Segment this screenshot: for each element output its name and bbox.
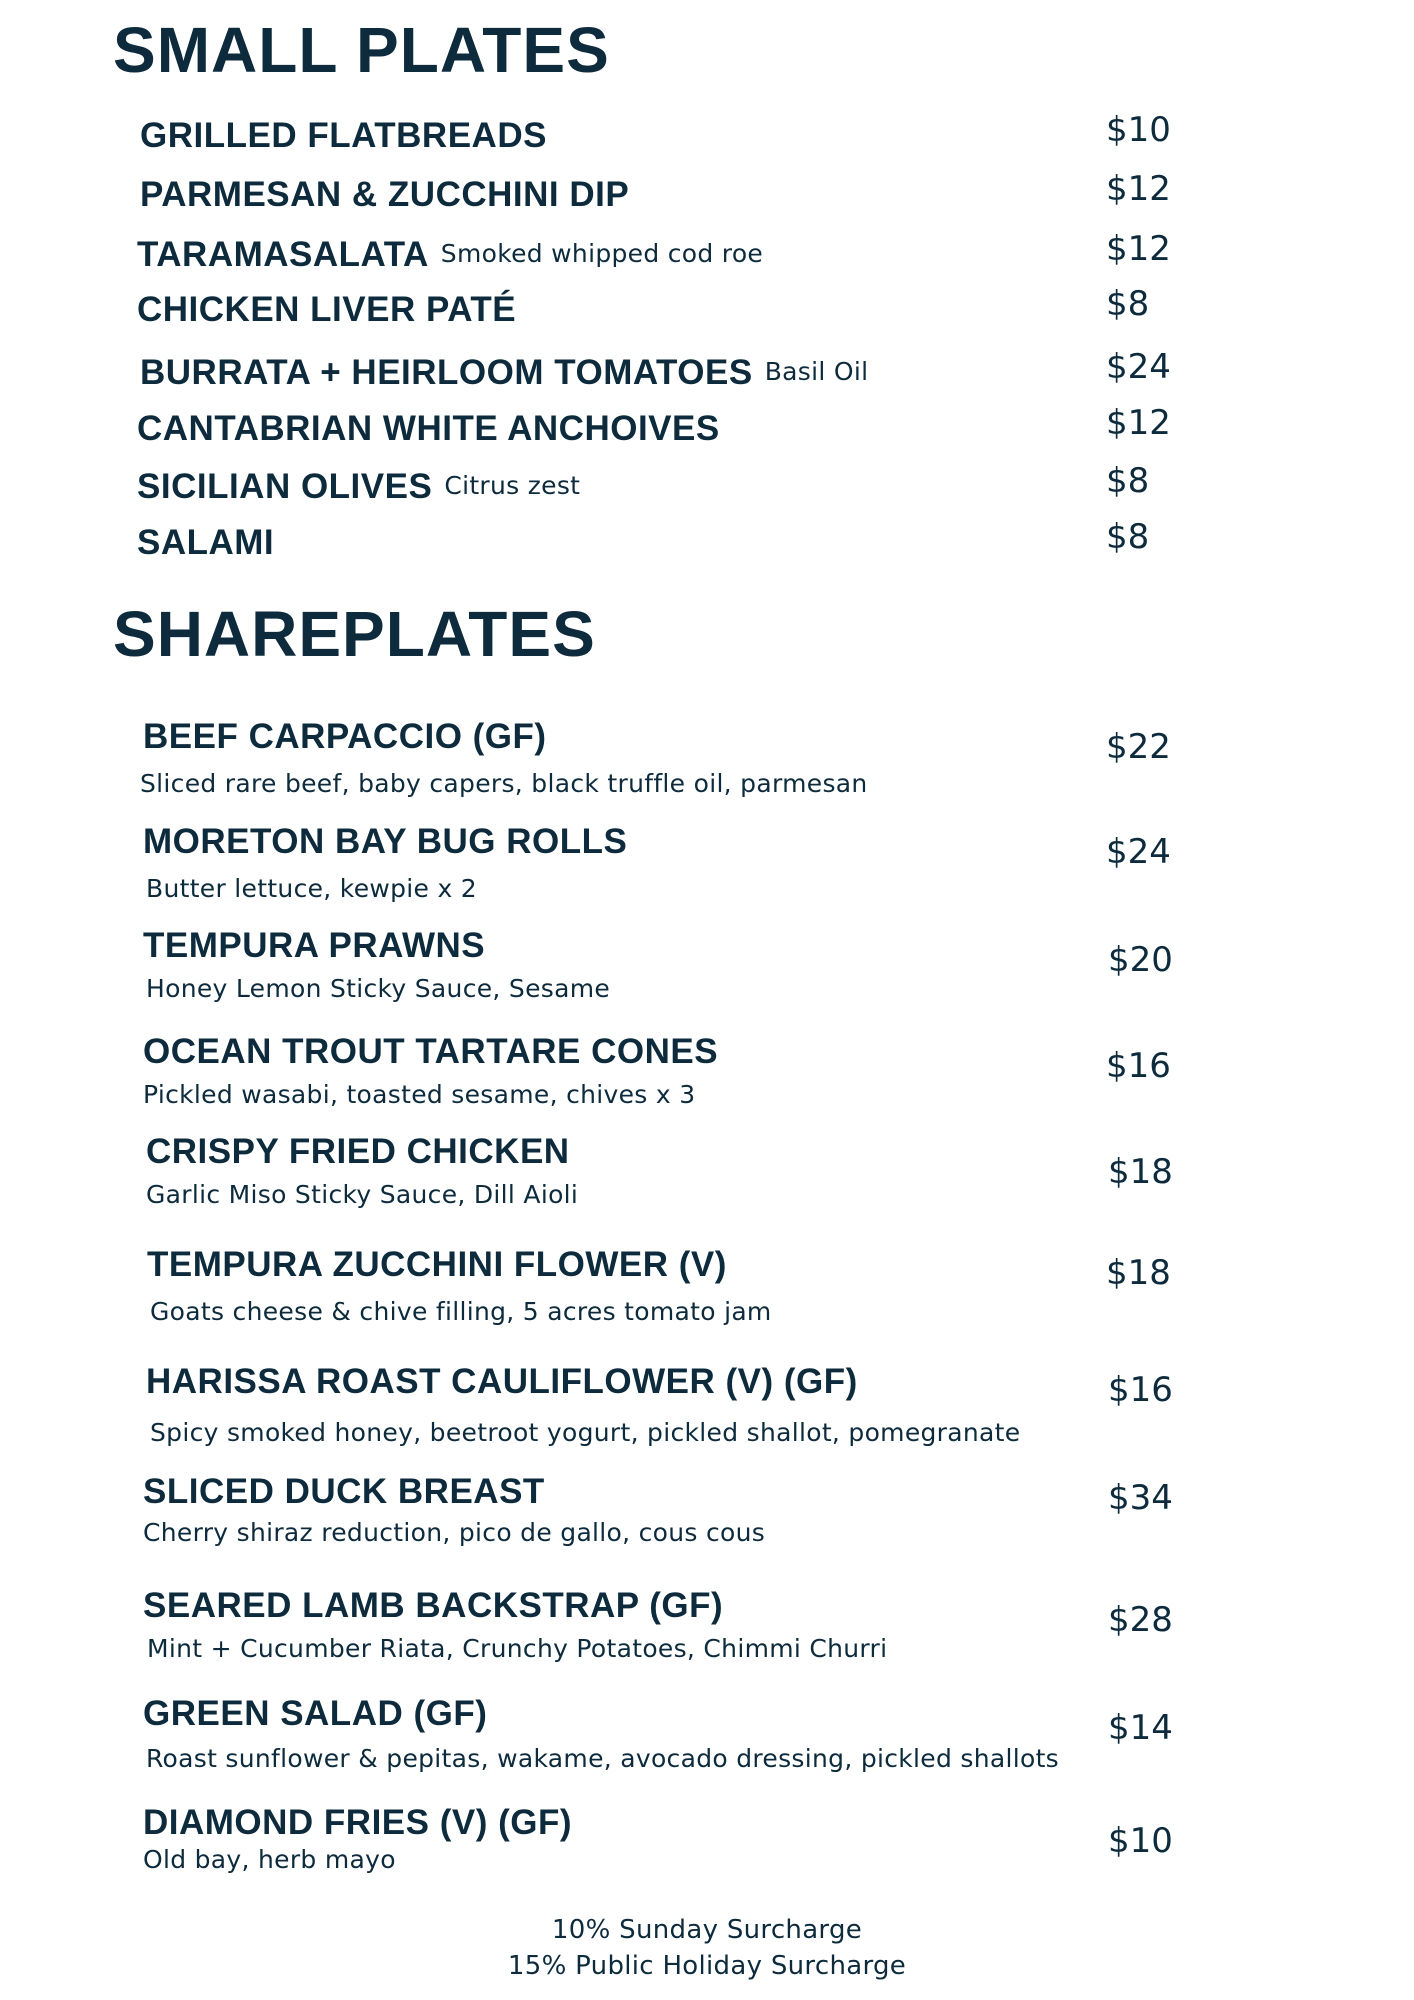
menu-item: [0, 1032, 1414, 1132]
item-name: SICILIAN OLIVES Citrus zest: [137, 467, 581, 506]
item-name: MORETON BAY BUG ROLLS: [143, 822, 628, 861]
item-description: Honey Lemon Sticky Sauce, Sesame: [146, 974, 611, 1003]
item-description: Butter lettuce, kewpie x 2: [146, 874, 478, 903]
item-description: Cherry shiraz reduction, pico de gallo, cous cous: [143, 1518, 766, 1547]
item-price: $10: [1108, 1821, 1173, 1861]
menu-item: [0, 1694, 1414, 1794]
menu-item: [0, 227, 1414, 277]
surcharge-notice: [0, 1912, 1414, 1984]
item-price: $8: [1106, 284, 1150, 324]
item-name: SEARED LAMB BACKSTRAP (GF): [143, 1586, 724, 1625]
item-description: Pickled wasabi, toasted sesame, chives x 3: [143, 1080, 696, 1109]
item-price: $10: [1106, 110, 1171, 150]
menu-item: [0, 1472, 1414, 1572]
menu-item: [0, 459, 1414, 509]
item-price: $16: [1108, 1370, 1173, 1410]
public-holiday-surcharge: 15% Public Holiday Surcharge: [507, 1951, 907, 1981]
menu-item: [0, 345, 1414, 395]
item-name: DIAMOND FRIES (V) (GF): [143, 1803, 573, 1842]
item-name: HARISSA ROAST CAULIFLOWER (V) (GF): [146, 1362, 858, 1401]
item-price: $12: [1106, 229, 1171, 269]
item-price: $12: [1106, 169, 1171, 209]
item-name: GREEN SALAD (GF): [143, 1694, 488, 1733]
menu-item: [0, 926, 1414, 1026]
small-plates-heading: SMALL PLATES: [113, 14, 610, 86]
menu-item: [0, 1586, 1414, 1686]
item-name: PARMESAN & ZUCCHINI DIP: [140, 175, 630, 214]
menu-item: [0, 401, 1414, 451]
item-price: $28: [1108, 1600, 1173, 1640]
item-name: TARAMASALATA Smoked whipped cod roe: [137, 235, 764, 274]
item-description: Sliced rare beef, baby capers, black truffle oil, parmesan: [140, 769, 868, 798]
item-name: CHICKEN LIVER PATÉ: [137, 290, 517, 329]
item-description: Roast sunflower & pepitas, wakame, avocado dressing, pickled shallots: [146, 1744, 1059, 1773]
item-price: $20: [1108, 940, 1173, 980]
shareplates-heading: SHAREPLATES: [113, 598, 596, 670]
item-name: CANTABRIAN WHITE ANCHOIVES: [137, 409, 720, 448]
item-price: $18: [1108, 1152, 1173, 1192]
item-name: BEEF CARPACCIO (GF): [143, 717, 547, 756]
menu-item: [0, 1362, 1414, 1462]
menu-item: [0, 515, 1414, 565]
item-name: TEMPURA ZUCCHINI FLOWER (V): [147, 1245, 727, 1284]
item-note: Smoked whipped cod roe: [440, 239, 764, 268]
item-price: $22: [1106, 727, 1171, 767]
item-name: SLICED DUCK BREAST: [143, 1472, 545, 1511]
item-description: Old bay, herb mayo: [143, 1845, 396, 1874]
item-note: Citrus zest: [444, 471, 581, 500]
item-price: $18: [1106, 1253, 1171, 1293]
menu-item: [0, 717, 1414, 817]
menu-item: [0, 1245, 1414, 1345]
menu-item: [0, 167, 1414, 217]
item-description: Goats cheese & chive filling, 5 acres tomato jam: [150, 1297, 772, 1326]
item-price: $34: [1108, 1478, 1173, 1518]
menu-item: [0, 282, 1414, 332]
item-price: $24: [1106, 347, 1171, 387]
item-name: OCEAN TROUT TARTARE CONES: [143, 1032, 719, 1071]
item-name: BURRATA + HEIRLOOM TOMATOES Basil Oil: [140, 353, 869, 392]
item-name: CRISPY FRIED CHICKEN: [146, 1132, 570, 1171]
menu-item: [0, 1132, 1414, 1232]
item-price: $16: [1106, 1046, 1171, 1086]
item-price: $14: [1108, 1708, 1173, 1748]
item-price: $8: [1106, 461, 1150, 501]
item-name: GRILLED FLATBREADS: [140, 116, 547, 155]
item-description: Mint + Cucumber Riata, Crunchy Potatoes, Chimmi Churri: [147, 1634, 888, 1663]
menu-item: [0, 1803, 1414, 1903]
item-price: $12: [1106, 403, 1171, 443]
item-price: $8: [1106, 517, 1150, 557]
sunday-surcharge: 10% Sunday Surcharge: [551, 1915, 863, 1945]
menu-item: [0, 822, 1414, 922]
item-name: SALAMI: [137, 523, 275, 562]
item-note: Basil Oil: [764, 357, 869, 386]
item-price: $24: [1106, 832, 1171, 872]
item-description: Garlic Miso Sticky Sauce, Dill Aioli: [146, 1180, 579, 1209]
item-name: TEMPURA PRAWNS: [143, 926, 486, 965]
menu-item: [0, 108, 1414, 158]
item-description: Spicy smoked honey, beetroot yogurt, pickled shallot, pomegranate: [150, 1418, 1021, 1447]
